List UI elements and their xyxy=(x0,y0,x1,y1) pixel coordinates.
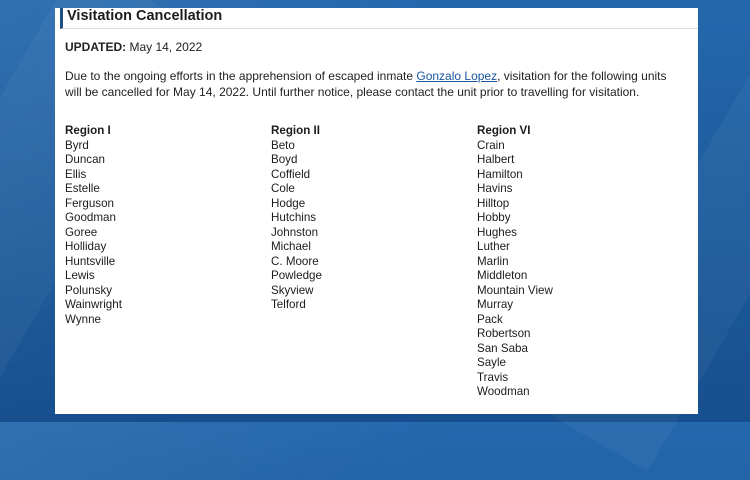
unit-item: Middleton xyxy=(477,269,528,282)
region-heading: Region VI xyxy=(477,124,531,137)
unit-item: Goodman xyxy=(65,211,116,224)
unit-item: Cole xyxy=(271,182,295,195)
unit-item: Skyview xyxy=(271,283,314,297)
notice-text-before: Due to the ongoing efforts in the apprehension of escaped inmate xyxy=(65,69,417,83)
unit-item: Travis xyxy=(477,370,509,384)
title-bar xyxy=(60,8,698,29)
region-column xyxy=(65,124,122,327)
unit-item: Johnston xyxy=(271,225,319,239)
unit-item: Mountain View xyxy=(477,283,553,297)
unit-item: Byrd xyxy=(65,138,89,152)
unit-item: Hamilton xyxy=(477,167,523,181)
unit-item: Ferguson xyxy=(65,196,114,210)
announcement-card xyxy=(55,8,698,414)
unit-item: Huntsville xyxy=(65,254,116,268)
unit-item: Powledge xyxy=(271,269,322,282)
region-column xyxy=(477,124,553,400)
updated-label: UPDATED: xyxy=(65,40,127,54)
notice-text-after: , visitation for the following units will be cancelled for May 14, 2022. Until further notice, please contact the unit prior to travelling for visitation. xyxy=(65,69,667,99)
unit-item: Hughes xyxy=(477,225,517,239)
unit-item: Goree xyxy=(65,225,98,239)
updated-date: May 14, 2022 xyxy=(129,40,203,54)
unit-item: Woodman xyxy=(477,385,530,398)
region-column xyxy=(271,124,322,313)
unit-item: Marlin xyxy=(477,254,509,268)
unit-item: Polunsky xyxy=(65,283,113,297)
unit-item: Hobby xyxy=(477,211,511,224)
unit-item: Boyd xyxy=(271,153,298,166)
unit-item: Hutchins xyxy=(271,211,317,224)
unit-list xyxy=(271,139,322,313)
region-heading: Region II xyxy=(271,124,320,137)
unit-item: Murray xyxy=(477,298,514,311)
unit-item: Robertson xyxy=(477,327,531,340)
unit-item: Halbert xyxy=(477,153,515,166)
unit-list xyxy=(477,139,553,400)
unit-list xyxy=(65,139,122,328)
unit-item: Wynne xyxy=(65,312,101,326)
unit-item: Estelle xyxy=(65,182,100,195)
unit-item: Michael xyxy=(271,240,311,253)
unit-item: Hilltop xyxy=(477,196,510,210)
unit-item: C. Moore xyxy=(271,254,319,268)
unit-item: Ellis xyxy=(65,167,87,181)
unit-item: Luther xyxy=(477,240,510,253)
unit-item: Havins xyxy=(477,182,513,195)
unit-item: Pack xyxy=(477,312,503,326)
unit-item: Lewis xyxy=(65,269,95,282)
unit-item: Crain xyxy=(477,138,505,152)
unit-item: Beto xyxy=(271,138,295,152)
unit-item: Sayle xyxy=(477,356,507,369)
unit-item: Holliday xyxy=(65,240,107,253)
unit-item: Wainwright xyxy=(65,298,122,311)
unit-item: Coffield xyxy=(271,167,311,181)
notice-paragraph xyxy=(65,68,685,100)
page-title: Visitation Cancellation xyxy=(67,8,223,24)
updated-line xyxy=(65,40,202,54)
unit-item: Duncan xyxy=(65,153,105,166)
region-heading: Region I xyxy=(65,124,111,137)
unit-item: Hodge xyxy=(271,196,306,210)
unit-item: San Saba xyxy=(477,341,528,355)
unit-item: Telford xyxy=(271,298,306,311)
inmate-name-link[interactable]: Gonzalo Lopez xyxy=(416,69,498,83)
